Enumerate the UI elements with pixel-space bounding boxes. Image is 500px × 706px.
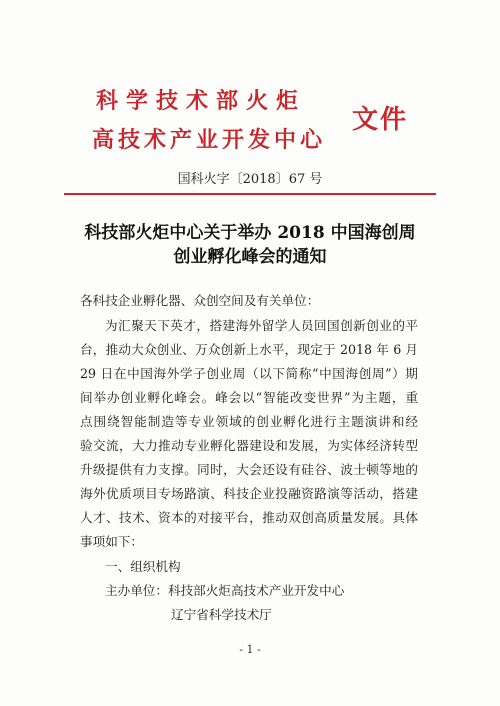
document-title-line-2: 创业孵化峰会的通知: [173, 247, 327, 267]
paragraph-line: 验交流，大力推动专业孵化器建设和发展，为实体经济转型: [80, 438, 418, 453]
salutation: 各科技企业孵化器、众创空间及有关单位：: [80, 293, 320, 308]
page-number: - 1 -: [239, 643, 261, 656]
paragraph-line: 事项如下：: [80, 534, 143, 549]
paragraph-line: 台，推动大众创业、万众创新上水平，现定于 2018 年 6 月: [80, 342, 418, 357]
paragraph-line: 为汇聚天下英才，搭建海外留学人员回国创新创业的平: [105, 318, 418, 333]
document-number: 国科火字〔2018〕67 号: [177, 172, 323, 187]
paragraph-line: 29 日在中国海外学子创业周（以下简称“中国海创周”）期: [80, 366, 418, 381]
paragraph-line: 海外优质项目专场路演、科技企业投融资路演等活动，搭建: [80, 486, 418, 501]
document-type-label: 文件: [352, 105, 409, 135]
organizer-name: 科技部火炬高技术产业开发中心: [167, 583, 345, 598]
paragraph-line: 人才、技术、资本的对接平台，推动双创高质量发展。具体: [80, 510, 418, 525]
paragraph-line: 升级提供有力支撑。同时，大会还设有硅谷、波士顿等地的: [80, 462, 418, 477]
issuer-name-line-2: 高技术产业开发中心: [92, 127, 327, 153]
paragraph-line: 间举办创业孵化峰会。峰会以“智能改变世界”为主题，重: [80, 390, 418, 405]
document-title-line-1: 科技部火炬中心关于举办 2018 中国海创周: [84, 223, 416, 243]
section-heading: 一、组织机构: [105, 559, 181, 574]
paragraph-line: 点围绕智能制造等专业领域的创业孵化进行主题演讲和经: [80, 414, 418, 429]
issuer-name-line-1: 科学技术部火炬: [96, 88, 307, 114]
red-header-rule: [64, 193, 436, 195]
organizer-label: 主办单位：: [105, 583, 168, 598]
organizer-row: [105, 580, 344, 602]
organizer-name-2: 辽宁省科学技术厅: [171, 607, 272, 622]
